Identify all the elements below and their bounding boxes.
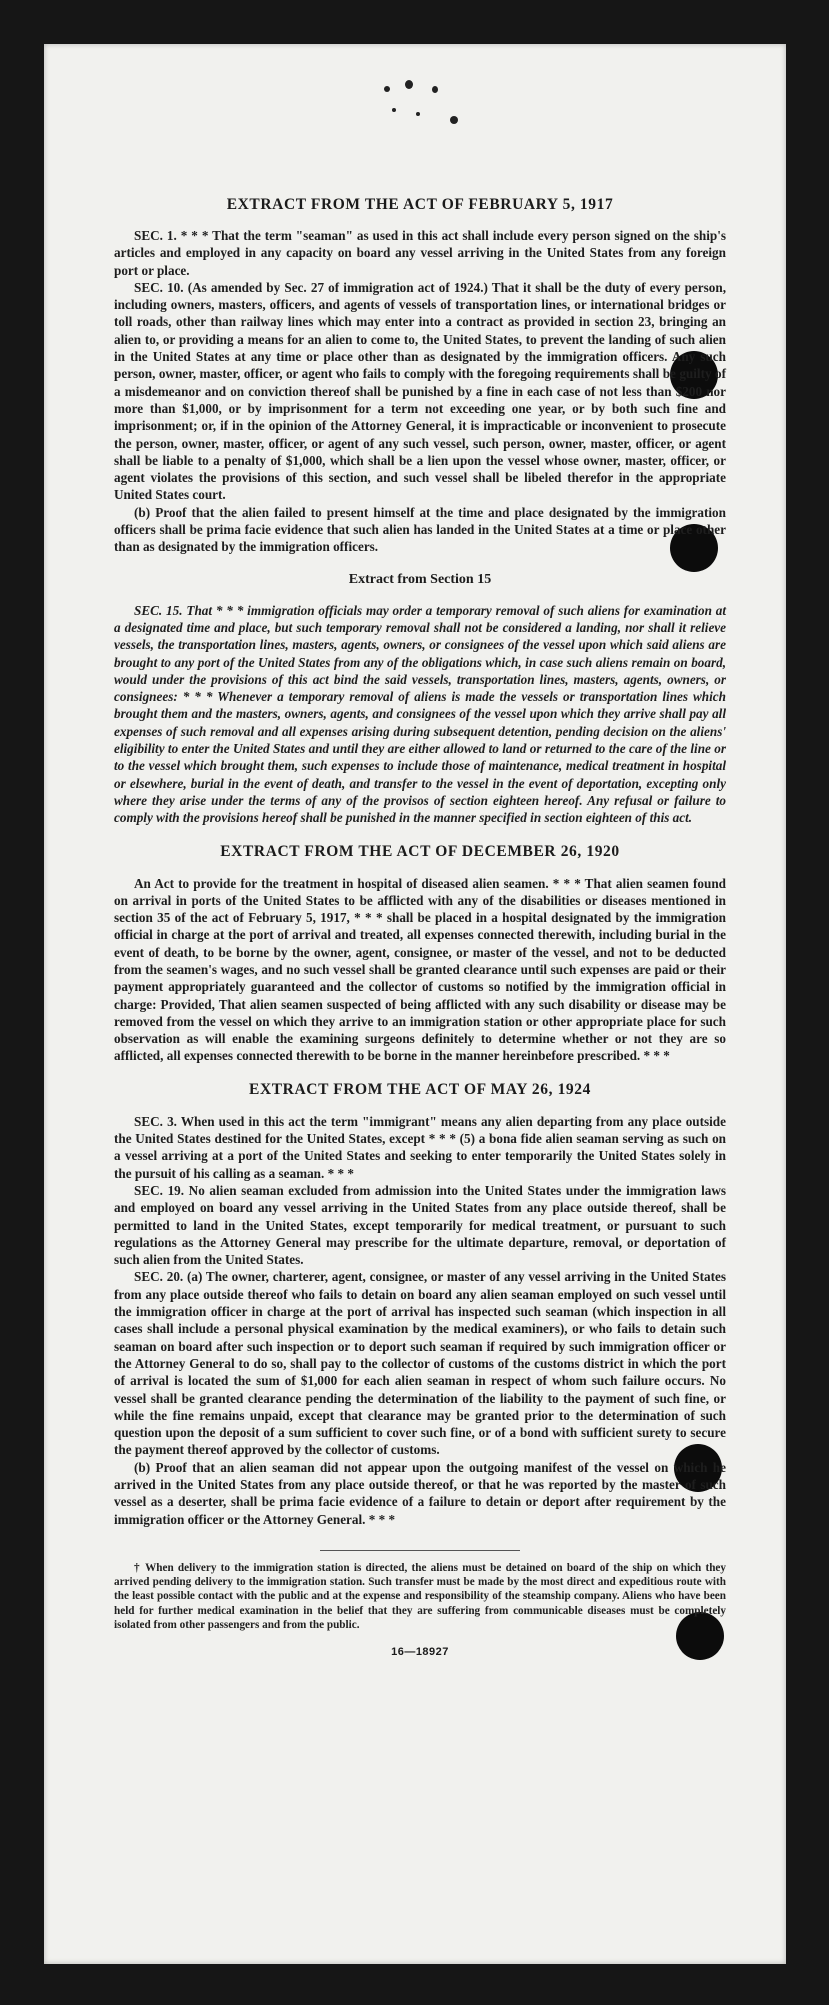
document-page — [44, 44, 786, 1964]
paragraph: SEC. 3. When used in this act the term "immigrant" means any alien departing from any place outside the United States destined for the United States, except * * * (5) a bona fide alien seaman serving as such on a vessel arriving at a port of the United States and seeking to enter temporarily the United States solely in the pursuit of his calling as a seaman. * * * — [114, 1113, 726, 1181]
document-content — [114, 196, 726, 1658]
paragraph: An Act to provide for the treatment in hospital of diseased alien seamen. * * * That alien seamen found on arrival in ports of the United States to be afflicted with any of the disabilities or diseases mentioned in section 35 of the act of February 5, 1917, * * * shall be placed in a hospital designated by the immigration official in charge at the port of arrival and treated, all expenses connected therewith, including burial in the event of death, to be borne by the owner, agent, consignee, or master of the vessel, and not to be deducted from the seamen's wages, and no such vessel shall be granted clearance until such expenses are paid or their payment appropriately guaranteed and the collector of customs so notified by the immigration official in charge: Provided, That alien seamen suspected of being afflicted with any such disability or disease may be removed from the vessel on which they arrive to an immigration station or other appropriate place for such observation as will enable the examining surgeons definitely to determine whether or not they are so afflicted, all expenses connected therewith to be borne in the manner hereinbefore prescribed. * * * — [114, 875, 726, 1064]
paragraph: SEC. 10. (As amended by Sec. 27 of immigration act of 1924.) That it shall be the duty of every person, including owners, masters, officers, and agents of vessels of transportation lines, or international bridges or toll roads, other than railway lines which may enter into a contract as provided in section 23, bringing an alien to, or providing a means for an alien to come to, the United States, to prevent the landing of such alien in the United States at any time or place other than as designated by the immigration officers. Any such person, owner, master, officer, or agent who fails to comply with the foregoing requirements shall be guilty of a misdemeanor and on conviction thereof shall be punished by a fine in each case of not less than $200 nor more than $1,000, or by imprisonment for a term not exceeding one year, or by both such fine and imprisonment; or, if in the opinion of the Attorney General, it is impracticable or inconvenient to prosecute the person, owner, master, officer, or agent of any such vessel, such person, owner, master, officer, or agent shall be liable to a penalty of $1,000, which shall be a lien upon the vessel whose owner, master, officer, or agent violates the provisions of this section, and such vessel shall be libeled therefor in the appropriate United States court. — [114, 279, 726, 503]
section-heading: EXTRACT FROM THE ACT OF MAY 26, 1924 — [249, 1080, 591, 1098]
section-heading: Extract from Section 15 — [348, 571, 492, 587]
ink-dot — [432, 86, 438, 93]
ink-dot — [405, 80, 413, 89]
paragraph: SEC. 15. That * * * immigration officials may order a temporary removal of such aliens for examination at a designated time and place, but such temporary removal shall not be considered a landing, nor shall it relieve vessels, the transportation lines, masters, agents, owners, or consignees of the vessel upon which said aliens are brought to any port of the United States from any of the obligations which, in case such aliens remain on board, would under the provisions of this act bind the said vessels, transportation lines, masters, agents, owners, or consignees: * * * Whenever a temporary removal of aliens is made the vessels or transportation lines which brought them and the masters, owners, agents, and consignees of the vessel upon which they arrive shall pay all expenses of such removal and all expenses arising during subsequent detention, pending decision on the aliens' eligibility to enter the United States and until they are either allowed to land or returned to the care of the line or to the vessel which brought them, such expenses to include those of maintenance, medical treatment in hospital or elsewhere, burial in the event of death, and transfer to the vessel in the event of deportation, excepting only where they arise under the terms of any of the provisos of section eighteen hereof. Any refusal or failure to comply with the provisions hereof shall be punished in the manner specified in section eighteen of this act. — [114, 602, 726, 826]
print-code: 16—18927 — [391, 1645, 449, 1658]
ink-dot — [450, 116, 458, 124]
ink-dot — [392, 108, 396, 112]
top-ink-marks — [44, 44, 786, 174]
section-heading: EXTRACT FROM THE ACT OF DECEMBER 26, 1920 — [220, 842, 620, 860]
ink-dot — [384, 86, 390, 92]
paragraph: SEC. 1. * * * That the term "seaman" as used in this act shall include every person signed on the ship's articles and employed in any capacity on board any vessel arriving in the United States from any foreign port or place. — [114, 228, 726, 278]
section-heading: EXTRACT FROM THE ACT OF FEBRUARY 5, 1917 — [226, 196, 614, 213]
paragraph: SEC. 20. (a) The owner, charterer, agent, consignee, or master of any vessel arriving in the United States from any place outside thereof who fails to detain on board any alien seaman employed on such vessel until the immigration officer in charge at the port of arrival has inspected such seaman (which inspection in all cases shall include a personal physical examination by the medical examiners), or who fails to detain such seaman on board after such inspection or to deport such seaman if required by such immigration officer or the Attorney General to do so, shall pay to the collector of customs of the customs district in which the port of arrival is located the sum of $1,000 for each alien seaman in respect of whom such failure occurs. No vessel shall be granted clearance pending the determination of the liability to the payment of such fine, or while the fine remains unpaid, except that clearance may be granted prior to the determination of such question upon the deposit of a sum sufficient to cover such fine, or of a bond with sufficient surety to secure the payment thereof approved by the collector of customs. — [114, 1269, 726, 1458]
ink-dot — [416, 112, 420, 116]
paragraph: (b) Proof that an alien seaman did not appear upon the outgoing manifest of the vessel on which he arrived in the United States from any place outside thereof, or that he was reported by the master of such vessel as a deserter, shall be prima facie evidence of a failure to detain or deport after requirement by the immigration officer or the Attorney General. * * * — [114, 1459, 726, 1527]
paragraph: (b) Proof that the alien failed to present himself at the time and place designated by the immigration officers shall be prima facie evidence that such alien has landed in the United States at a time or place other than as designated by the immigration officers. — [114, 504, 726, 555]
footnote: † When delivery to the immigration station is directed, the aliens must be detained on board of the ship on which they arrived pending delivery to the immigration station. Such transfer must be made by the most direct and expeditious route with the least possible contact with the public and at the expense and responsibility of the steamship company. Aliens who have been held for further medical examination in the belief that they are suffering from communicable diseases must be completely isolated from other passengers and from the public. — [114, 1561, 726, 1631]
paragraph: SEC. 19. No alien seaman excluded from admission into the United States under the immigration laws and employed on board any vessel arriving in the United States from any place outside thereof, shall be permitted to land in the United States, except temporarily for medical treatment, or pursuant to such regulations as the Attorney General may prescribe for the ultimate departure, removal, or deportation of such alien from the United States. — [114, 1182, 726, 1268]
